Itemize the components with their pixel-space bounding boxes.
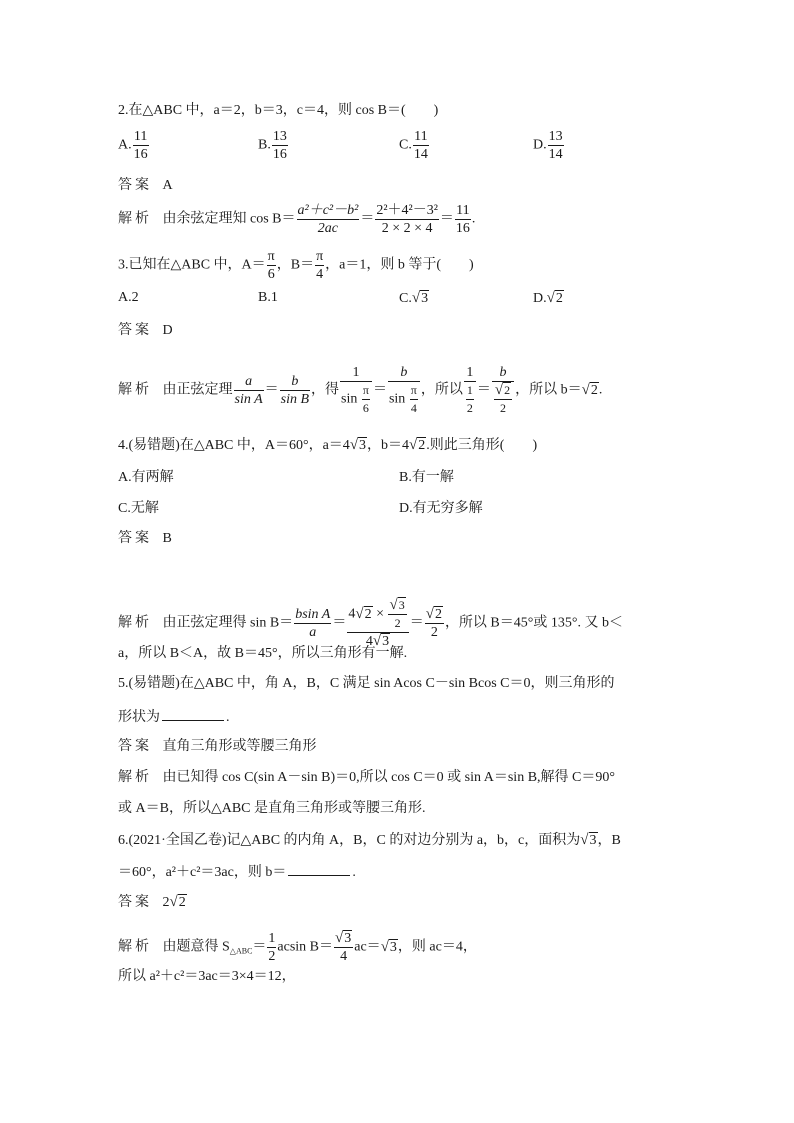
q4-answer: [118, 529, 172, 549]
q3-option-d: D.√2: [533, 290, 563, 306]
q3-stem: 3.已知在△ABC 中，A＝ $\frac{\pi}{6}$ ，B＝ $\frac{\pi}{4}$ ，a＝1，则 b 等于( ): [118, 249, 474, 282]
answer-label: 答案: [118, 739, 152, 754]
option-letter: B.: [258, 137, 271, 153]
answer-blank: [162, 706, 224, 721]
q4-option-a: A.有两解: [118, 470, 174, 485]
answer-value: 2: [162, 895, 170, 910]
q2-option-b: [258, 128, 289, 163]
option-letter: C.: [399, 137, 412, 153]
analysis-label: 解析: [118, 615, 152, 631]
analysis-label: 解析: [118, 382, 152, 398]
q4-option-d: D.有无穷多解: [399, 501, 483, 516]
answer-label: 答案: [118, 323, 152, 338]
analysis-label: 解析: [118, 939, 152, 955]
q6-stem-line2: ＝60°，a²＋c²＝3ac，则 b＝ .: [118, 861, 356, 883]
q5-stem-line2: 形状为 .: [118, 706, 230, 728]
q2-analysis: 解析 由余弦定理知 cos B＝ $\frac{\text{a²＋c²－b²}}{2ac}$ ＝ $\frac{\text{2²＋4²－3²}}{2 \times 2 \times 4}$ ＝ $\frac{11}{16}$ .: [118, 203, 476, 236]
answer-value: D: [162, 323, 173, 338]
answer-value: B: [162, 531, 172, 546]
q6-answer: 答案 2√2: [118, 894, 186, 910]
option-letter: D.: [533, 137, 547, 153]
q3-answer: [118, 321, 173, 341]
q3-option-b: B.1: [258, 290, 278, 305]
q3-analysis: 解析 由正弦定理 $\frac{a}{\text{sin A}}$ ＝ $\frac{b}{\text{sin B}}$ ，得 1 sin $\frac{\pi}{6}$ ＝ b sin $\frac{\pi}{4}$ ，所以 $\frac{1}{\frac{1}{2}}$ ＝ $\frac{b}{\frac{√2}{2}}$ ，所以 b＝√2.: [118, 365, 603, 415]
q2-option-c: [399, 128, 430, 163]
answer-value: A: [162, 178, 173, 193]
q3-option-c: C.√3: [399, 290, 429, 306]
answer-blank: [288, 861, 350, 876]
q2-stem: 2.在△ABC 中，a＝2，b＝3，c＝4，则 cos B＝( ): [118, 103, 439, 118]
option-letter: A.: [118, 137, 132, 153]
q4-stem: 4.(易错题)在△ABC 中，A＝60°，a＝4√3，b＝4√2.则此三角形( ): [118, 437, 538, 453]
q6-analysis: 解析 由题意得 $S_{\triangle ABC}=$ $\frac{1}{2}$ acsin B＝ $\frac{√3}{4}$ ac＝√3，则 ac＝4，: [118, 930, 477, 964]
q2-option-a: [118, 128, 150, 163]
q4-option-b: B.有一解: [399, 470, 454, 485]
answer-value: 直角三角形或等腰三角形: [162, 739, 317, 754]
q5-answer: [118, 737, 317, 757]
option-fraction: $\frac{11}{14}$: [413, 129, 428, 162]
q6-stem-line1: 6.(2021·全国乙卷)记△ABC 的内角 A，B，C 的对边分别为 a，b，c，面积为√3，B: [118, 832, 621, 848]
answer-label: 答案: [118, 178, 152, 193]
option-fraction: $\frac{11}{16}$: [133, 129, 148, 162]
q5-analysis-line1: 解析 由已知得 cos C(sin A－sin B)＝0,所以 cos C＝0 或 sin A＝sin B,解得 C＝90°: [118, 770, 615, 785]
q5-stem-line1: 5.(易错题)在△ABC 中，角 A，B，C 满足 sin Acos C－sin Bcos C＝0，则三角形的: [118, 676, 615, 691]
q5-analysis-line2: 或 A＝B，所以△ABC 是直角三角形或等腰三角形.: [118, 801, 426, 816]
answer-label: 答案: [118, 895, 152, 910]
analysis-label: 解析: [118, 770, 152, 785]
answer-label: 答案: [118, 531, 152, 546]
q4-option-c: C.无解: [118, 501, 159, 516]
analysis-label: 解析: [118, 211, 152, 227]
option-fraction: $\frac{13}{16}$: [272, 129, 287, 162]
option-fraction: $\frac{13}{14}$: [548, 129, 563, 162]
q2-answer: [118, 176, 173, 196]
q6-analysis-line2: 所以 a²＋c²＝3ac＝3×4＝12，: [118, 969, 296, 984]
q3-option-a: A.2: [118, 290, 139, 305]
q4-analysis: 解析 由正弦定理得 sin B＝ $\frac{\text{bsin A}}{a}$ ＝ 4√2 × $\frac{√3}{2}$ 4√3 ＝ $\frac{√2}{2}$ ，所以 B＝45°或 135°. 又 b＜: [118, 597, 623, 649]
q2-option-d: [533, 128, 565, 163]
q4-analysis-line2: a，所以 B＜A，故 B＝45°，所以三角形有一解.: [118, 646, 408, 661]
